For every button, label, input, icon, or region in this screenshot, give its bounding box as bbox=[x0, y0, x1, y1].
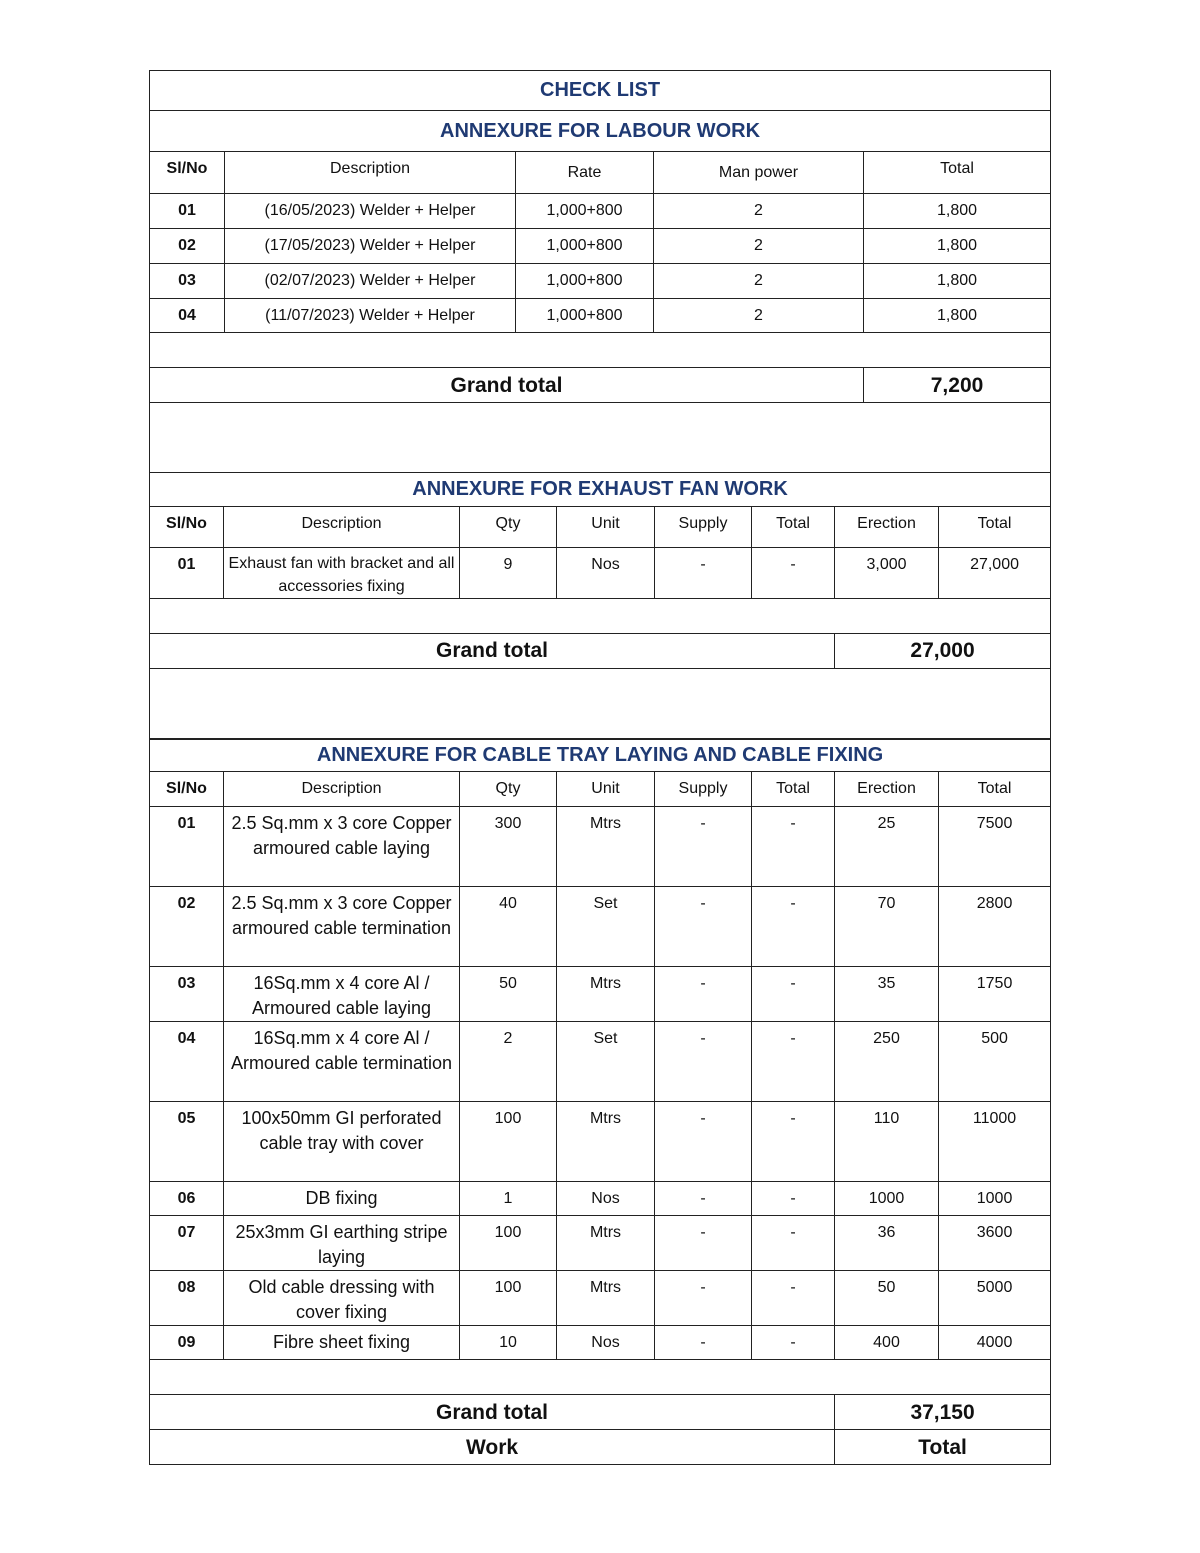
cable-sl: 08 bbox=[150, 1271, 224, 1326]
cable-qty: 1 bbox=[460, 1182, 557, 1216]
table-row bbox=[150, 1182, 1051, 1216]
cable-supply-total: - bbox=[752, 1182, 835, 1216]
blank-cell bbox=[150, 1360, 1051, 1395]
labour-header-description: Description bbox=[225, 152, 516, 194]
cable-supply-total: - bbox=[752, 807, 835, 887]
table-row bbox=[150, 887, 1051, 967]
cable-grand-total-label: Grand total bbox=[150, 1395, 835, 1430]
exhaust-table bbox=[149, 472, 1051, 740]
labour-table bbox=[149, 70, 1051, 473]
cable-erection: 70 bbox=[835, 887, 939, 967]
cable-header-qty: Qty bbox=[460, 772, 557, 807]
labour-total: 1,800 bbox=[864, 194, 1051, 229]
cable-supply-total: - bbox=[752, 887, 835, 967]
exhaust-header-supply-total: Total bbox=[752, 506, 835, 547]
labour-header-rate: Rate bbox=[516, 152, 654, 194]
cable-qty: 100 bbox=[460, 1102, 557, 1182]
labour-rate: 1,000+800 bbox=[516, 299, 654, 333]
cable-supply: - bbox=[655, 1182, 752, 1216]
labour-grand-total-row bbox=[150, 368, 1051, 403]
cable-sl: 03 bbox=[150, 967, 224, 1022]
labour-description: (16/05/2023) Welder + Helper bbox=[225, 194, 516, 229]
exhaust-header-row bbox=[150, 506, 1051, 547]
cable-erection: 250 bbox=[835, 1022, 939, 1102]
cable-table bbox=[149, 738, 1051, 1465]
cable-unit: Mtrs bbox=[557, 1271, 655, 1326]
work-label: Work bbox=[150, 1430, 835, 1465]
cable-supply: - bbox=[655, 1271, 752, 1326]
table-row bbox=[150, 807, 1051, 887]
exhaust-header-total: Total bbox=[939, 506, 1051, 547]
cable-description: Old cable dressing with cover fixing bbox=[224, 1271, 460, 1326]
blank-row bbox=[150, 403, 1051, 473]
blank-row bbox=[150, 1360, 1051, 1395]
labour-grand-total-label: Grand total bbox=[150, 368, 864, 403]
cable-qty: 40 bbox=[460, 887, 557, 967]
cable-unit: Set bbox=[557, 887, 655, 967]
cable-total: 1000 bbox=[939, 1182, 1051, 1216]
cable-description: 16Sq.mm x 4 core Al / Armoured cable laying bbox=[224, 967, 460, 1022]
cable-sl: 04 bbox=[150, 1022, 224, 1102]
table-row bbox=[150, 967, 1051, 1022]
cable-supply-total: - bbox=[752, 1022, 835, 1102]
cable-description: DB fixing bbox=[224, 1182, 460, 1216]
cable-unit: Nos bbox=[557, 1182, 655, 1216]
cable-supply-total: - bbox=[752, 1216, 835, 1271]
exhaust-header-description: Description bbox=[224, 506, 460, 547]
cable-unit: Nos bbox=[557, 1326, 655, 1360]
cable-supply: - bbox=[655, 807, 752, 887]
table-row bbox=[150, 229, 1051, 264]
table-row bbox=[150, 1326, 1051, 1360]
exhaust-header-unit: Unit bbox=[557, 506, 655, 547]
table-row bbox=[150, 1216, 1051, 1271]
exhaust-sl: 01 bbox=[150, 547, 224, 598]
cable-header-row bbox=[150, 772, 1051, 807]
cable-qty: 10 bbox=[460, 1326, 557, 1360]
cable-qty: 2 bbox=[460, 1022, 557, 1102]
labour-manpower: 2 bbox=[654, 194, 864, 229]
cable-description: Fibre sheet fixing bbox=[224, 1326, 460, 1360]
cable-sl: 09 bbox=[150, 1326, 224, 1360]
cable-qty: 50 bbox=[460, 967, 557, 1022]
cable-description: 16Sq.mm x 4 core Al / Armoured cable termination bbox=[224, 1022, 460, 1102]
cable-total: 7500 bbox=[939, 807, 1051, 887]
cable-sl: 06 bbox=[150, 1182, 224, 1216]
labour-header-sl: Sl/No bbox=[150, 152, 225, 194]
labour-section-title: ANNEXURE FOR LABOUR WORK bbox=[150, 111, 1051, 152]
labour-total: 1,800 bbox=[864, 264, 1051, 299]
labour-total: 1,800 bbox=[864, 229, 1051, 264]
labour-manpower: 2 bbox=[654, 299, 864, 333]
cable-erection: 50 bbox=[835, 1271, 939, 1326]
labour-manpower: 2 bbox=[654, 229, 864, 264]
cable-erection: 25 bbox=[835, 807, 939, 887]
cable-supply: - bbox=[655, 887, 752, 967]
cable-supply-total: - bbox=[752, 967, 835, 1022]
table-row bbox=[150, 547, 1051, 598]
labour-sl: 03 bbox=[150, 264, 225, 299]
table-row bbox=[150, 1271, 1051, 1326]
labour-description: (11/07/2023) Welder + Helper bbox=[225, 299, 516, 333]
labour-rate: 1,000+800 bbox=[516, 264, 654, 299]
labour-header-row bbox=[150, 152, 1051, 194]
labour-rate: 1,000+800 bbox=[516, 229, 654, 264]
cable-erection: 110 bbox=[835, 1102, 939, 1182]
cable-total: 3600 bbox=[939, 1216, 1051, 1271]
labour-header-total: Total bbox=[864, 152, 1051, 194]
cable-total: 4000 bbox=[939, 1326, 1051, 1360]
exhaust-grand-total-row bbox=[150, 633, 1051, 668]
work-total-label: Total bbox=[835, 1430, 1051, 1465]
cable-header-total: Total bbox=[939, 772, 1051, 807]
table-row bbox=[150, 1102, 1051, 1182]
labour-header-manpower: Man power bbox=[654, 152, 864, 194]
labour-sl: 01 bbox=[150, 194, 225, 229]
cable-sl: 07 bbox=[150, 1216, 224, 1271]
cable-qty: 100 bbox=[460, 1271, 557, 1326]
work-total-row bbox=[150, 1430, 1051, 1465]
blank-cell bbox=[150, 598, 1051, 633]
labour-grand-total-value: 7,200 bbox=[864, 368, 1051, 403]
exhaust-header-erection: Erection bbox=[835, 506, 939, 547]
cable-total: 2800 bbox=[939, 887, 1051, 967]
exhaust-erection: 3,000 bbox=[835, 547, 939, 598]
cable-unit: Mtrs bbox=[557, 967, 655, 1022]
cable-supply: - bbox=[655, 967, 752, 1022]
blank-row bbox=[150, 333, 1051, 368]
cable-grand-total-row bbox=[150, 1395, 1051, 1430]
cable-unit: Set bbox=[557, 1022, 655, 1102]
cable-description: 100x50mm GI perforated cable tray with cover bbox=[224, 1102, 460, 1182]
cable-supply-total: - bbox=[752, 1271, 835, 1326]
labour-rate: 1,000+800 bbox=[516, 194, 654, 229]
blank-cell bbox=[150, 668, 1051, 739]
exhaust-supply: - bbox=[655, 547, 752, 598]
labour-manpower: 2 bbox=[654, 264, 864, 299]
exhaust-unit: Nos bbox=[557, 547, 655, 598]
cable-erection: 400 bbox=[835, 1326, 939, 1360]
cable-description: 25x3mm GI earthing stripe laying bbox=[224, 1216, 460, 1271]
cable-qty: 100 bbox=[460, 1216, 557, 1271]
table-row bbox=[150, 1022, 1051, 1102]
table-row bbox=[150, 299, 1051, 333]
exhaust-qty: 9 bbox=[460, 547, 557, 598]
cable-header-description: Description bbox=[224, 772, 460, 807]
exhaust-total: 27,000 bbox=[939, 547, 1051, 598]
labour-description: (17/05/2023) Welder + Helper bbox=[225, 229, 516, 264]
cable-supply: - bbox=[655, 1326, 752, 1360]
cable-erection: 1000 bbox=[835, 1182, 939, 1216]
blank-row bbox=[150, 668, 1051, 739]
cable-header-sl: Sl/No bbox=[150, 772, 224, 807]
cable-erection: 35 bbox=[835, 967, 939, 1022]
cable-total: 11000 bbox=[939, 1102, 1051, 1182]
cable-unit: Mtrs bbox=[557, 1102, 655, 1182]
cable-header-erection: Erection bbox=[835, 772, 939, 807]
cable-supply: - bbox=[655, 1216, 752, 1271]
exhaust-description: Exhaust fan with bracket and all accessories fixing bbox=[224, 547, 460, 598]
cable-sl: 05 bbox=[150, 1102, 224, 1182]
exhaust-grand-total-value: 27,000 bbox=[835, 633, 1051, 668]
labour-sl: 02 bbox=[150, 229, 225, 264]
cable-supply: - bbox=[655, 1022, 752, 1102]
cable-header-supply-total: Total bbox=[752, 772, 835, 807]
cable-supply-total: - bbox=[752, 1102, 835, 1182]
cable-total: 5000 bbox=[939, 1271, 1051, 1326]
labour-total: 1,800 bbox=[864, 299, 1051, 333]
table-row bbox=[150, 194, 1051, 229]
checklist-sheet bbox=[149, 70, 1050, 1465]
cable-description: 2.5 Sq.mm x 3 core Copper armoured cable laying bbox=[224, 807, 460, 887]
exhaust-header-supply: Supply bbox=[655, 506, 752, 547]
labour-sl: 04 bbox=[150, 299, 225, 333]
exhaust-grand-total-label: Grand total bbox=[150, 633, 835, 668]
cable-total: 1750 bbox=[939, 967, 1051, 1022]
cable-qty: 300 bbox=[460, 807, 557, 887]
cable-section-title: ANNEXURE FOR CABLE TRAY LAYING AND CABLE FIXING bbox=[150, 739, 1051, 772]
exhaust-header-qty: Qty bbox=[460, 506, 557, 547]
cable-erection: 36 bbox=[835, 1216, 939, 1271]
cable-description: 2.5 Sq.mm x 3 core Copper armoured cable termination bbox=[224, 887, 460, 967]
table-row bbox=[150, 264, 1051, 299]
exhaust-section-title: ANNEXURE FOR EXHAUST FAN WORK bbox=[150, 472, 1051, 506]
cable-unit: Mtrs bbox=[557, 1216, 655, 1271]
cable-sl: 01 bbox=[150, 807, 224, 887]
cable-supply: - bbox=[655, 1102, 752, 1182]
checklist-title: CHECK LIST bbox=[150, 71, 1051, 111]
blank-cell bbox=[150, 333, 1051, 368]
cable-grand-total-value: 37,150 bbox=[835, 1395, 1051, 1430]
cable-supply-total: - bbox=[752, 1326, 835, 1360]
exhaust-header-sl: Sl/No bbox=[150, 506, 224, 547]
blank-row bbox=[150, 598, 1051, 633]
cable-header-supply: Supply bbox=[655, 772, 752, 807]
exhaust-supply-total: - bbox=[752, 547, 835, 598]
cable-total: 500 bbox=[939, 1022, 1051, 1102]
cable-sl: 02 bbox=[150, 887, 224, 967]
labour-description: (02/07/2023) Welder + Helper bbox=[225, 264, 516, 299]
cable-unit: Mtrs bbox=[557, 807, 655, 887]
cable-header-unit: Unit bbox=[557, 772, 655, 807]
blank-cell bbox=[150, 403, 1051, 473]
